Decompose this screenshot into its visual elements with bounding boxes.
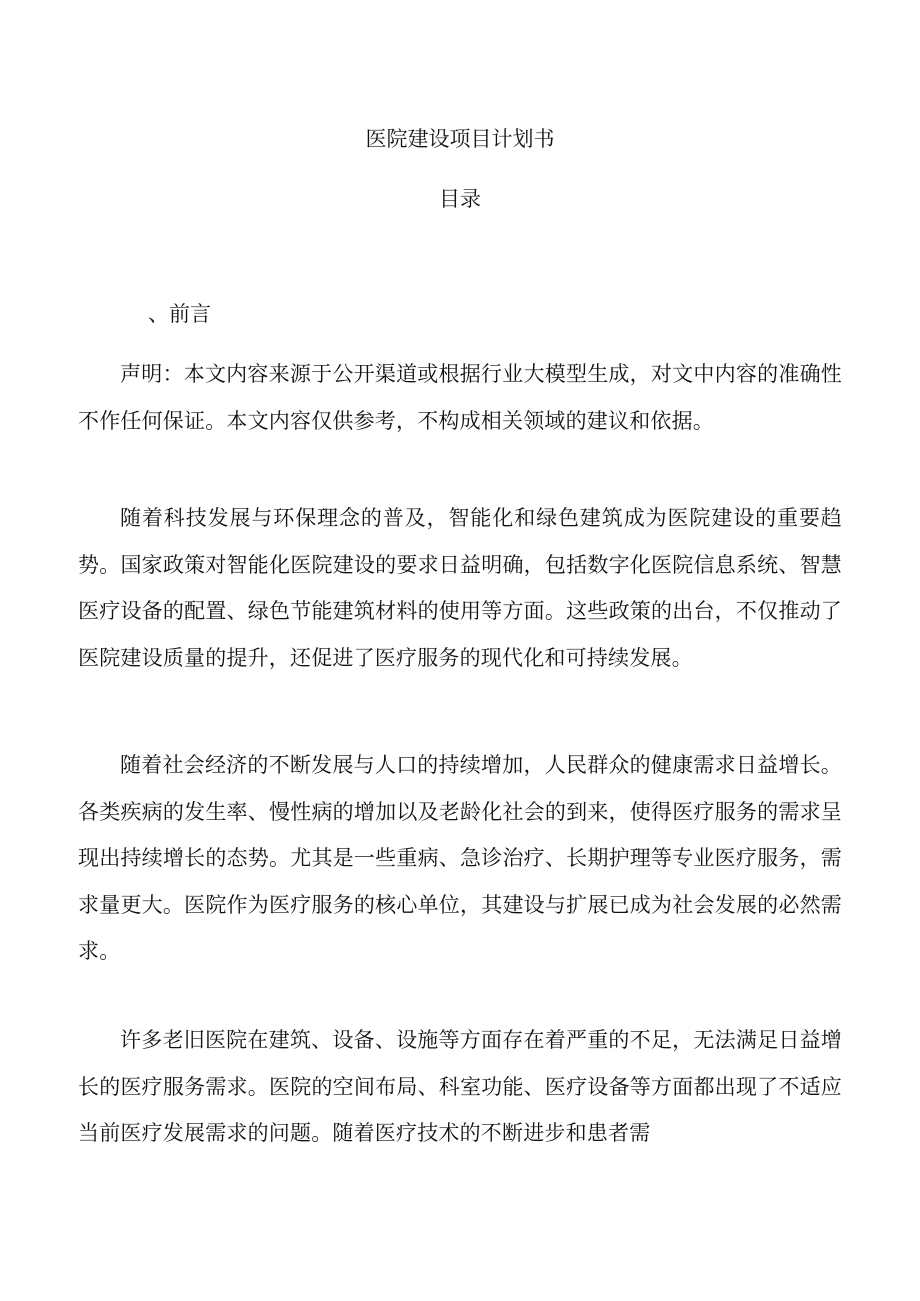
paragraph-growing-health-demand: 随着社会经济的不断发展与人口的持续增加，人民群众的健康需求日益增长。各类疾病的发生率、慢性病的增加以及老龄化社会的到来，使得医疗服务的需求呈现出持续增长的态势。尤其是一些重病、急诊治疗、长期护理等专业医疗服务，需求量更大。医院作为医疗服务的核心单位，其建设与扩展已成为社会发展的必然需求。 (78, 753, 842, 963)
paragraph-old-hospital-deficiencies: 许多老旧医院在建筑、设备、设施等方面存在着严重的不足，无法满足日益增长的医疗服务需求。医院的空间布局、科室功能、医疗设备等方面都出现了不适应当前医疗发展需求的问题。随着医疗技术的不断进步和患者需 (78, 1028, 842, 1145)
paragraph-disclaimer: 声明：本文内容来源于公开渠道或根据行业大模型生成，对文中内容的准确性不作任何保证。本文内容仅供参考，不构成相关领域的建议和依据。 (78, 362, 842, 433)
section-heading-preface: 、前言 (148, 302, 211, 326)
table-of-contents-label: 目录 (439, 187, 481, 211)
document-title: 医院建设项目计划书 (365, 127, 555, 151)
paragraph-intelligent-green-building: 随着科技发展与环保理念的普及，智能化和绿色建筑成为医院建设的重要趋势。国家政策对智能化医院建设的要求日益明确，包括数字化医院信息系统、智慧医疗设备的配置、绿色节能建筑材料的使用等方面。这些政策的出台，不仅推动了医院建设质量的提升，还促进了医疗服务的现代化和可持续发展。 (78, 506, 842, 670)
